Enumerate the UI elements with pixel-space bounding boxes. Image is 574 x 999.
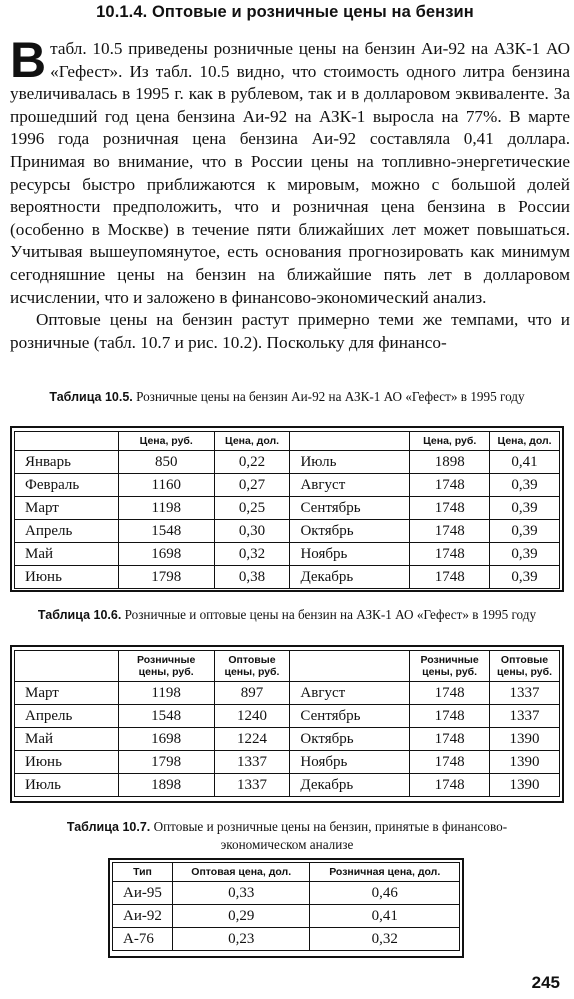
table-cell: 1198 [118, 682, 214, 705]
table-cell: Август [290, 682, 410, 705]
table-10-6-caption-label: Таблица 10.6. [37, 608, 122, 622]
table-cell: 1748 [410, 474, 490, 497]
table-cell: Апрель [15, 705, 119, 728]
column-header: Оптовые цены, руб. [214, 651, 290, 682]
table-10-6 [14, 650, 560, 797]
table-cell: 1390 [490, 774, 560, 797]
table-cell: 0,39 [490, 566, 560, 589]
table-cell: Март [15, 497, 119, 520]
table-cell: 1390 [490, 751, 560, 774]
table-cell: Сентябрь [290, 497, 410, 520]
table-cell: Июль [290, 451, 410, 474]
table-cell: 850 [118, 451, 214, 474]
table-10-6-caption [0, 606, 574, 624]
table-cell: 1748 [410, 728, 490, 751]
table-10-7-caption [0, 818, 574, 853]
column-header: Оптовые цены, руб. [490, 651, 560, 682]
table-cell: Июль [15, 774, 119, 797]
table-cell: 0,32 [310, 928, 460, 951]
column-header: Розничная цена, дол. [310, 863, 460, 882]
table-row [113, 905, 460, 928]
table-cell: 1160 [118, 474, 214, 497]
table-cell: 0,33 [172, 882, 310, 905]
column-header [290, 651, 410, 682]
table-10-7-caption-text: Оптовые и розничные цены на бензин, принятые в финансово-экономическом анализе [150, 819, 508, 852]
table-cell: 1748 [410, 705, 490, 728]
table-cell: Март [15, 682, 119, 705]
table-cell: Январь [15, 451, 119, 474]
table-cell: 1748 [410, 751, 490, 774]
table-row [15, 774, 560, 797]
table-cell: 1748 [410, 497, 490, 520]
table-cell: 1224 [214, 728, 290, 751]
table-cell: 0,38 [214, 566, 290, 589]
table-cell: 1337 [490, 682, 560, 705]
table-cell: 1748 [410, 543, 490, 566]
table-row [15, 728, 560, 751]
column-header [15, 432, 119, 451]
table-cell: 0,29 [172, 905, 310, 928]
column-header: Цена, руб. [118, 432, 214, 451]
table-cell: Май [15, 543, 119, 566]
paragraph-2: Оптовые цены на бензин растут примерно теми же темпами, что и розничные (табл. 10.7 и рис. 10.2). Поскольку для финансо- [10, 310, 570, 352]
table-cell: Ноябрь [290, 751, 410, 774]
column-header: Оптовая цена, дол. [172, 863, 310, 882]
table-cell: 1548 [118, 705, 214, 728]
table-cell: 1748 [410, 520, 490, 543]
page-number: 245 [531, 973, 560, 992]
table-row [15, 682, 560, 705]
table-10-5-caption [0, 388, 574, 406]
column-header: Розничные цены, руб. [118, 651, 214, 682]
table-cell: 0,27 [214, 474, 290, 497]
table-row [15, 751, 560, 774]
column-header: Цена, дол. [490, 432, 560, 451]
column-header: Цена, дол. [214, 432, 290, 451]
table-cell: 1898 [410, 451, 490, 474]
table-header-row [15, 432, 560, 451]
table-10-5-caption-text: Розничные цены на бензин Аи-92 на АЗК-1 АО «Гефест» в 1995 году [132, 389, 525, 404]
table-cell: 1748 [410, 682, 490, 705]
table-row [15, 520, 560, 543]
table-cell: Июнь [15, 566, 119, 589]
table-cell: 0,41 [310, 905, 460, 928]
table-10-7 [112, 862, 460, 951]
table-cell: 0,32 [214, 543, 290, 566]
table-cell: Октябрь [290, 520, 410, 543]
table-cell: Аи-92 [113, 905, 173, 928]
table-cell: Июнь [15, 751, 119, 774]
table-cell: Декабрь [290, 566, 410, 589]
table-cell: Август [290, 474, 410, 497]
table-header-row [113, 863, 460, 882]
table-cell: Декабрь [290, 774, 410, 797]
table-cell: 1698 [118, 728, 214, 751]
table-cell: 1198 [118, 497, 214, 520]
table-cell: 1390 [490, 728, 560, 751]
table-cell: 0,22 [214, 451, 290, 474]
table-cell: Февраль [15, 474, 119, 497]
table-10-7-caption-label: Таблица 10.7. [66, 820, 151, 834]
table-cell: 1337 [214, 751, 290, 774]
table-cell: 0,39 [490, 520, 560, 543]
table-cell: 1748 [410, 774, 490, 797]
table-cell: 0,25 [214, 497, 290, 520]
table-row [15, 566, 560, 589]
table-cell: 0,41 [490, 451, 560, 474]
table-cell: 0,23 [172, 928, 310, 951]
column-header: Тип [113, 863, 173, 882]
table-row [113, 882, 460, 905]
table-cell: 1337 [490, 705, 560, 728]
table-cell: Октябрь [290, 728, 410, 751]
table-header-row [15, 651, 560, 682]
table-cell: 1337 [214, 774, 290, 797]
table-cell: 897 [214, 682, 290, 705]
table-cell: 1748 [410, 566, 490, 589]
table-row [15, 497, 560, 520]
table-cell: Апрель [15, 520, 119, 543]
table-cell: 1698 [118, 543, 214, 566]
column-header [15, 651, 119, 682]
table-cell: 0,39 [490, 543, 560, 566]
table-10-5-caption-label: Таблица 10.5. [49, 390, 133, 404]
table-cell: 1798 [118, 751, 214, 774]
paragraph-1-text: табл. 10.5 приведены розничные цены на бензин Аи-92 на АЗК-1 АО «Гефест». Из табл. 10.5 видно, что стоимость одного литра бензина увеличивалась в 1995 г. как в рублевом, так и в долларовом эквиваленте. За прошедший год цена бензина Аи-92 на АЗК-1 выросла на 77%. В марте 1996 года розничная цена бензина Аи-92 составляла 0,41 доллара. Принимая во внимание, что в России цены на топливно-энергетические ресурсы быстро приближаются к мировым, можно с большой долей вероятности предположить, что и розничная цена бензина в России (особенно в Москве) в течение пяти ближайших лет может повышаться. Учитывая вышеупомянутое, есть основания прогнозировать как минимум сегодняшние цены на бензин на ближайшие пять лет в долларовом исчислении, что и заложено в финансово-экономический анализ. [10, 39, 570, 307]
drop-cap: В [10, 32, 47, 88]
table-cell: Сентябрь [290, 705, 410, 728]
paragraph-1 [10, 32, 570, 309]
column-header: Розничные цены, руб. [410, 651, 490, 682]
table-cell: 1898 [118, 774, 214, 797]
section-heading: 10.1.4. Оптовые и розничные цены на бензин [96, 3, 474, 21]
table-row [113, 928, 460, 951]
table-10-5 [14, 431, 560, 589]
table-cell: 0,39 [490, 474, 560, 497]
table-row [15, 705, 560, 728]
table-cell: Ноябрь [290, 543, 410, 566]
table-row [15, 451, 560, 474]
table-row [15, 543, 560, 566]
table-cell: А-76 [113, 928, 173, 951]
table-cell: 0,39 [490, 497, 560, 520]
table-cell: Май [15, 728, 119, 751]
table-10-6-caption-text: Розничные и оптовые цены на бензин на АЗК-1 АО «Гефест» в 1995 году [121, 607, 537, 622]
table-cell: Аи-95 [113, 882, 173, 905]
table-row [15, 474, 560, 497]
column-header: Цена, руб. [410, 432, 490, 451]
body-text [10, 32, 570, 354]
table-cell: 1240 [214, 705, 290, 728]
table-cell: 1798 [118, 566, 214, 589]
column-header [290, 432, 410, 451]
table-cell: 1548 [118, 520, 214, 543]
table-cell: 0,30 [214, 520, 290, 543]
table-cell: 0,46 [310, 882, 460, 905]
